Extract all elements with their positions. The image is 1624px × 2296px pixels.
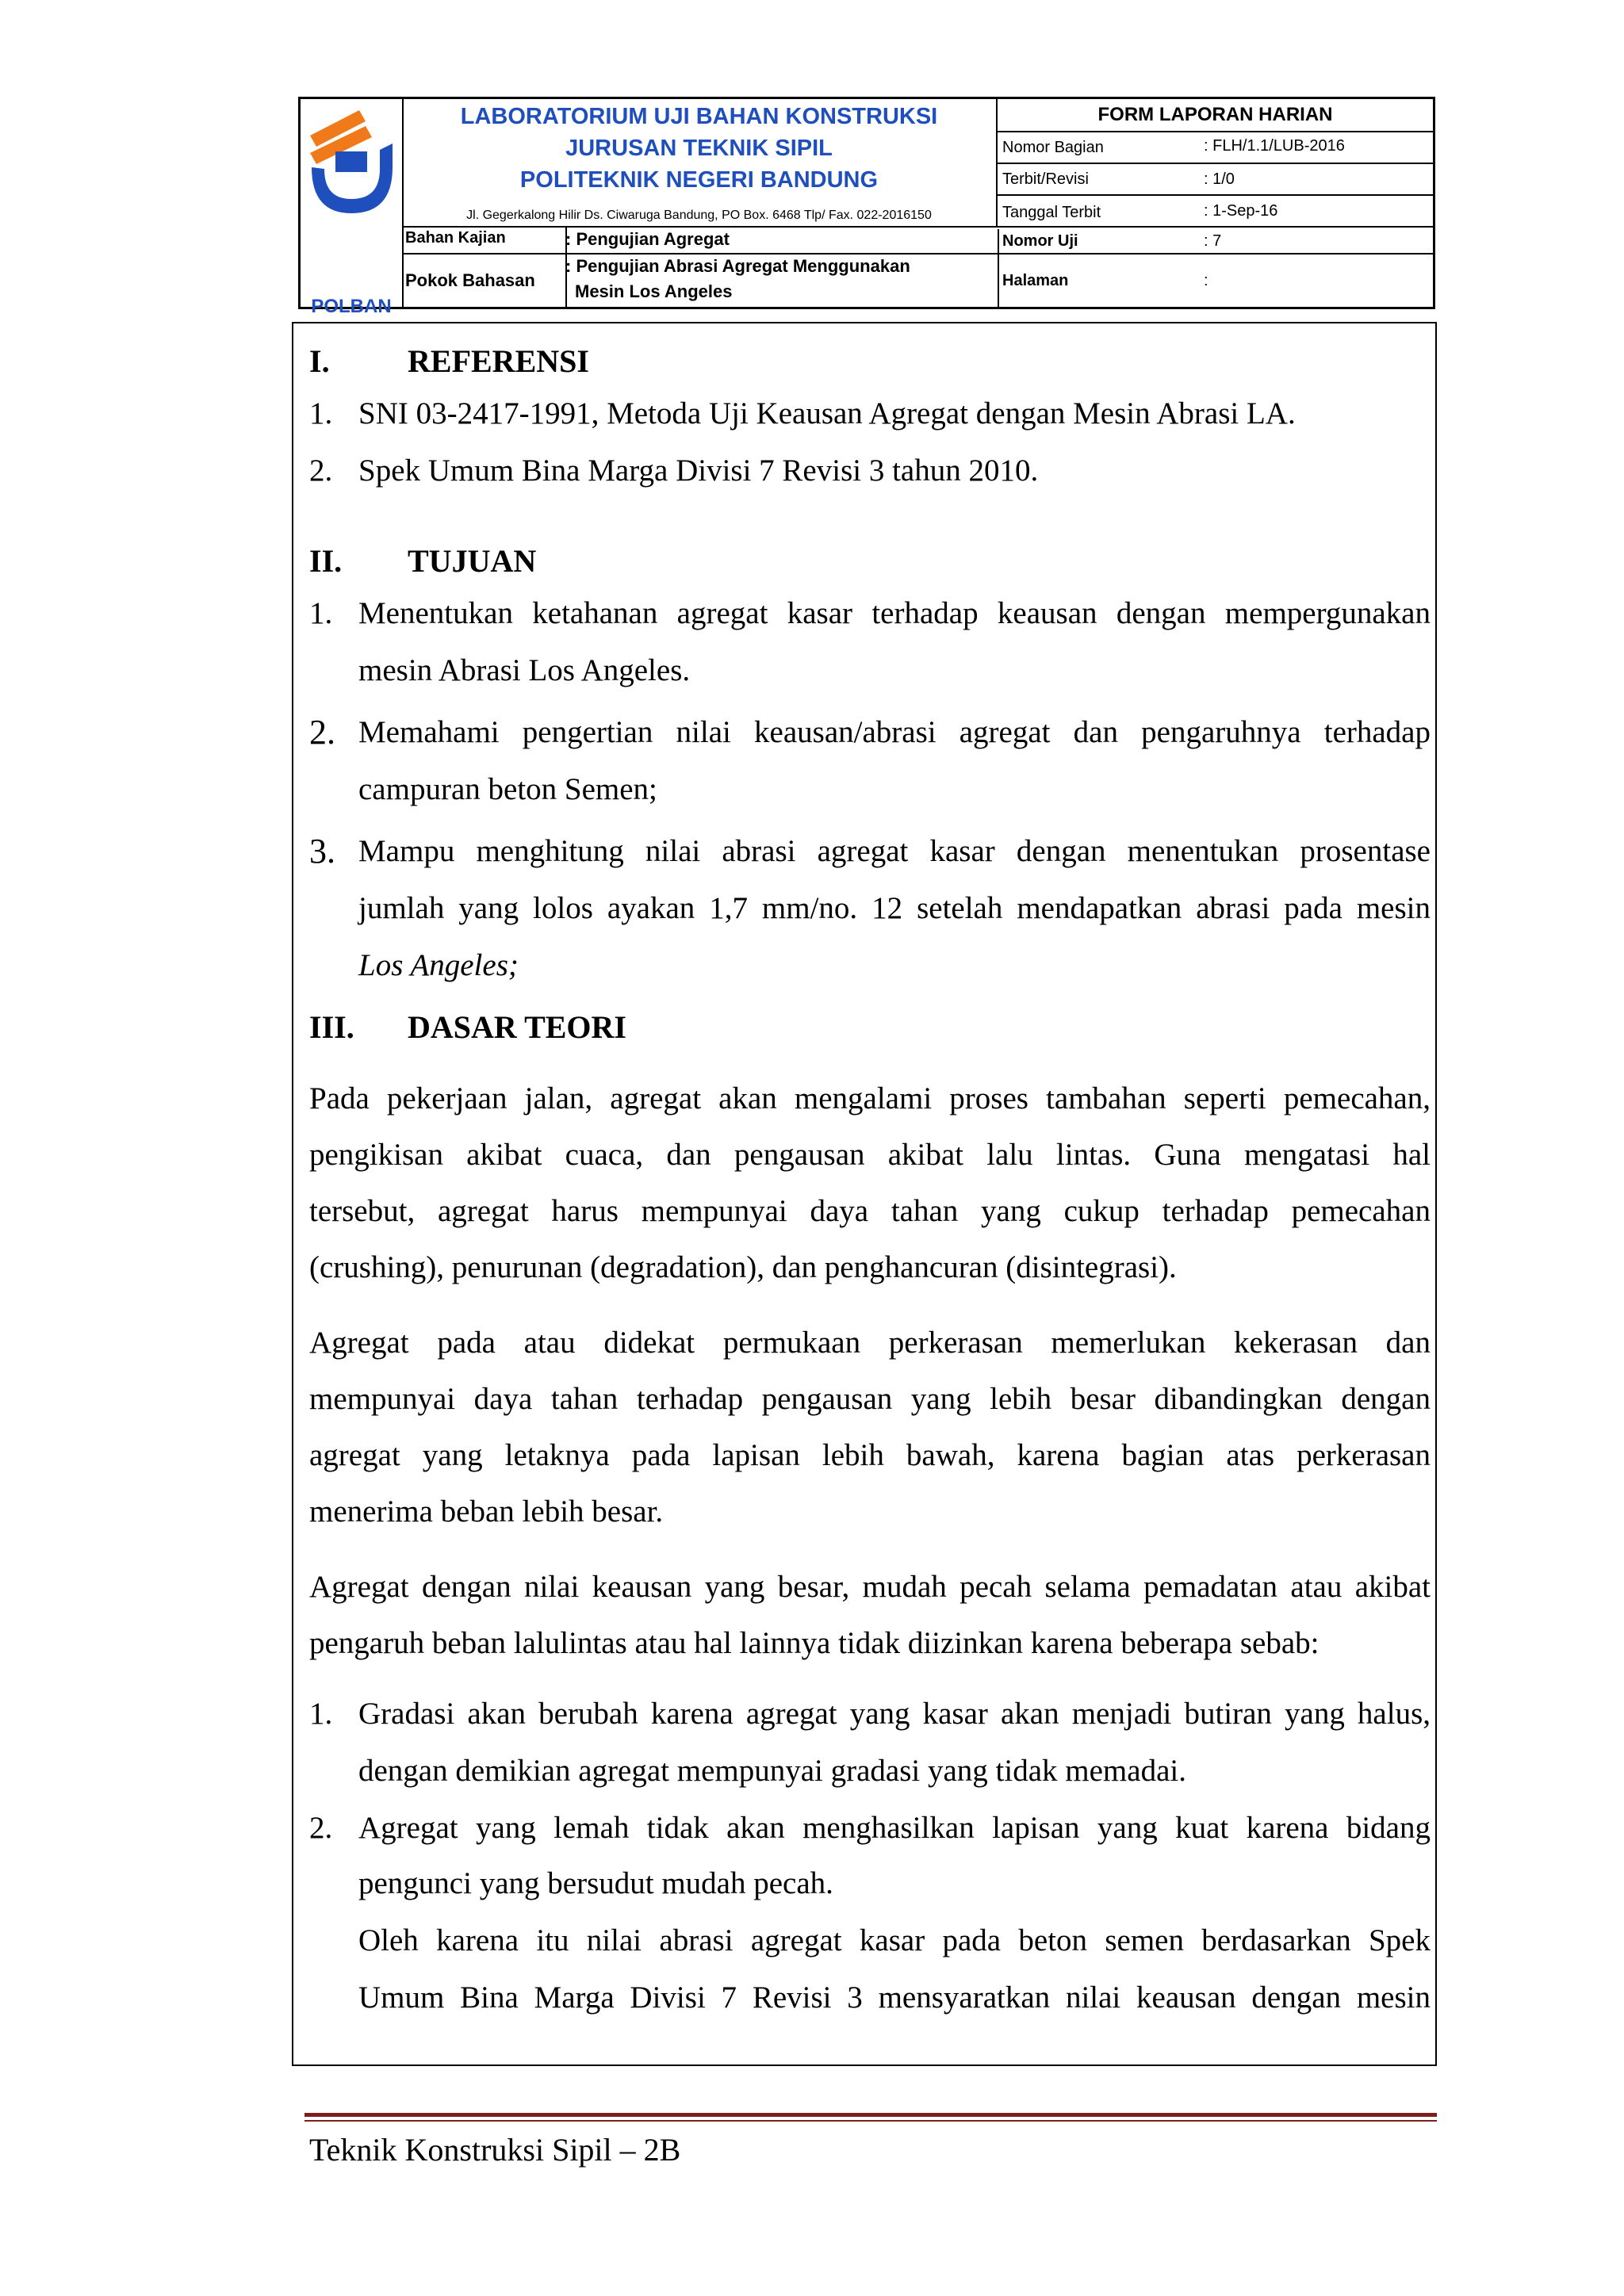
- item-text-line2: campuran beton Semen;: [358, 772, 657, 806]
- nomor-bagian-label: Nomor Bagian: [1002, 139, 1104, 156]
- section-number: III.: [309, 1009, 354, 1045]
- item-text-line2: jumlah yang lolos ayakan 1,7 mm/no. 12 setelah mendapatkan abrasi pada mesin: [358, 891, 1431, 925]
- paragraph-line: menerima beban lebih besar.: [309, 1494, 664, 1529]
- logo-text: POLBAN: [311, 296, 392, 317]
- item-number: 1.: [309, 1697, 333, 1731]
- terbit-revisi-row: [998, 164, 1433, 196]
- item-text-line2: mesin Abrasi Los Angeles.: [358, 653, 691, 687]
- form-info-cell: [998, 99, 1433, 307]
- nomor-uji-label: Nomor Uji: [1002, 232, 1078, 250]
- paragraph-line: (crushing), penurunan (degradation), dan penghancuran (disintegrasi).: [309, 1250, 1177, 1284]
- item-text-line1: Memahami pengertian nilai keausan/abrasi agregat dan pengaruhnya terhadap: [358, 715, 1431, 749]
- halaman-label: Halaman: [1002, 272, 1069, 289]
- paragraph-line: Agregat dengan nilai keausan yang besar, mudah pecah selama pemadatan atau akibat: [309, 1570, 1431, 1604]
- section-title: REFERENSI: [408, 343, 589, 379]
- tanggal-terbit-label: Tanggal Terbit: [1002, 204, 1101, 221]
- footer-line-thin: [304, 2120, 1437, 2122]
- lab-name-line3: POLITEKNIK NEGERI BANDUNG: [519, 167, 879, 193]
- item-number: 2.: [309, 453, 333, 488]
- polban-logo-icon: [304, 104, 399, 223]
- item-number: 1.: [309, 596, 333, 630]
- terbit-revisi-label: Terbit/Revisi: [1002, 170, 1089, 188]
- tanggal-terbit-value: : 1-Sep-16: [1204, 202, 1278, 220]
- paragraph: [309, 1559, 1431, 1671]
- item-text-line2: dengan demikian agregat mempunyai gradasi yang tidak memadai.: [358, 1754, 1186, 1788]
- halaman-value: :: [1204, 272, 1208, 289]
- footer-line-thick: [304, 2113, 1437, 2117]
- item-text-line2: pengunci yang bersudut mudah pecah.: [358, 1866, 833, 1900]
- closing-text-line2: Umum Bina Marga Divisi 7 Revisi 3 mensyaratkan nilai keausan dengan mesin: [358, 1980, 1431, 2015]
- pokok-bahasan-row: [402, 254, 999, 307]
- lab-address: Jl. Gegerkalong Hilir Ds. Ciwaruga Bandung, PO Box. 6468 Tlp/ Fax. 022-2016150: [466, 209, 932, 222]
- closing-text-line1: Oleh karena itu nilai abrasi agregat kasar pada beton semen berdasarkan Spek: [358, 1923, 1431, 1957]
- item-text-line1: Agregat yang lemah tidak akan menghasilkan lapisan yang kuat karena bidang: [358, 1811, 1431, 1845]
- lab-name-line1: LABORATORIUM UJI BAHAN KONSTRUKSI: [460, 104, 938, 129]
- item-text-line1: Mampu menghitung nilai abrasi agregat kasar dengan menentukan prosentase: [358, 834, 1431, 868]
- terbit-revisi-value: : 1/0: [1204, 170, 1235, 188]
- bahan-kajian-value: : Pengujian Agregat: [565, 229, 730, 249]
- paragraph: [309, 1314, 1431, 1540]
- pokok-bahasan-value-line2: Mesin Los Angeles: [575, 281, 733, 301]
- item-text: Spek Umum Bina Marga Divisi 7 Revisi 3 tahun 2010.: [358, 453, 1039, 488]
- form-title: FORM LAPORAN HARIAN: [998, 99, 1433, 132]
- paragraph-line: agregat yang letaknya pada lapisan lebih bawah, karena bagian atas perkerasan: [309, 1438, 1431, 1472]
- halaman-row: [998, 254, 1433, 307]
- nomor-uji-row: [998, 228, 1433, 254]
- item-text-line1: Gradasi akan berubah karena agregat yang kasar akan menjadi butiran yang halus,: [358, 1697, 1431, 1731]
- paragraph-line: tersebut, agregat harus mempunyai daya tahan yang cukup terhadap pemecahan: [309, 1194, 1431, 1228]
- section-number: II.: [309, 543, 343, 579]
- nomor-bagian-value: : FLH/1.1/LUB-2016: [1204, 137, 1345, 155]
- item-number: 2.: [309, 713, 335, 752]
- item-text: SNI 03-2417-1991, Metoda Uji Keausan Agregat dengan Mesin Abrasi LA.: [358, 396, 1296, 430]
- lab-info-cell: [402, 99, 998, 228]
- bahan-kajian-label: Bahan Kajian: [405, 229, 506, 247]
- paragraph: [309, 1070, 1431, 1295]
- item-text-line3: Los Angeles;: [358, 948, 519, 982]
- section-number: I.: [309, 343, 330, 379]
- footer-divider: [304, 2113, 1437, 2122]
- logo-cell: [301, 99, 404, 317]
- footer-text: Teknik Konstruksi Sipil – 2B: [309, 2132, 681, 2168]
- section-title: DASAR TEORI: [408, 1009, 626, 1045]
- paragraph-line: mempunyai daya tahan terhadap pengausan yang lebih besar dibandingkan dengan: [309, 1382, 1431, 1416]
- paragraph-line: pengaruh beban lalulintas atau hal lainnya tidak diizinkan karena beberapa sebab:: [309, 1626, 1320, 1660]
- item-number: 3.: [309, 832, 335, 871]
- nomor-bagian-row: [998, 132, 1433, 164]
- paragraph-line: Pada pekerjaan jalan, agregat akan mengalami proses tambahan seperti pemecahan,: [309, 1081, 1431, 1115]
- item-number: 2.: [309, 1811, 333, 1845]
- bahan-kajian-row: [402, 229, 999, 253]
- tanggal-terbit-row: [998, 196, 1433, 228]
- document-header-table: [298, 97, 1435, 317]
- lab-name-line2: JURUSAN TEKNIK SIPIL: [565, 136, 833, 161]
- paragraph-line: Agregat pada atau didekat permukaan perkerasan memerlukan kekerasan dan: [309, 1326, 1431, 1360]
- item-text-line1: Menentukan ketahanan agregat kasar terhadap keausan dengan mempergunakan: [358, 596, 1431, 630]
- paragraph-line: pengikisan akibat cuaca, dan pengausan akibat lalu lintas. Guna mengatasi hal: [309, 1138, 1431, 1172]
- section-title: TUJUAN: [408, 543, 537, 579]
- nomor-uji-value: : 7: [1204, 232, 1222, 250]
- item-number: 1.: [309, 396, 333, 430]
- pokok-bahasan-label: Pokok Bahasan: [405, 270, 535, 290]
- pokok-bahasan-value-line1: : Pengujian Abrasi Agregat Menggunakan: [565, 256, 910, 276]
